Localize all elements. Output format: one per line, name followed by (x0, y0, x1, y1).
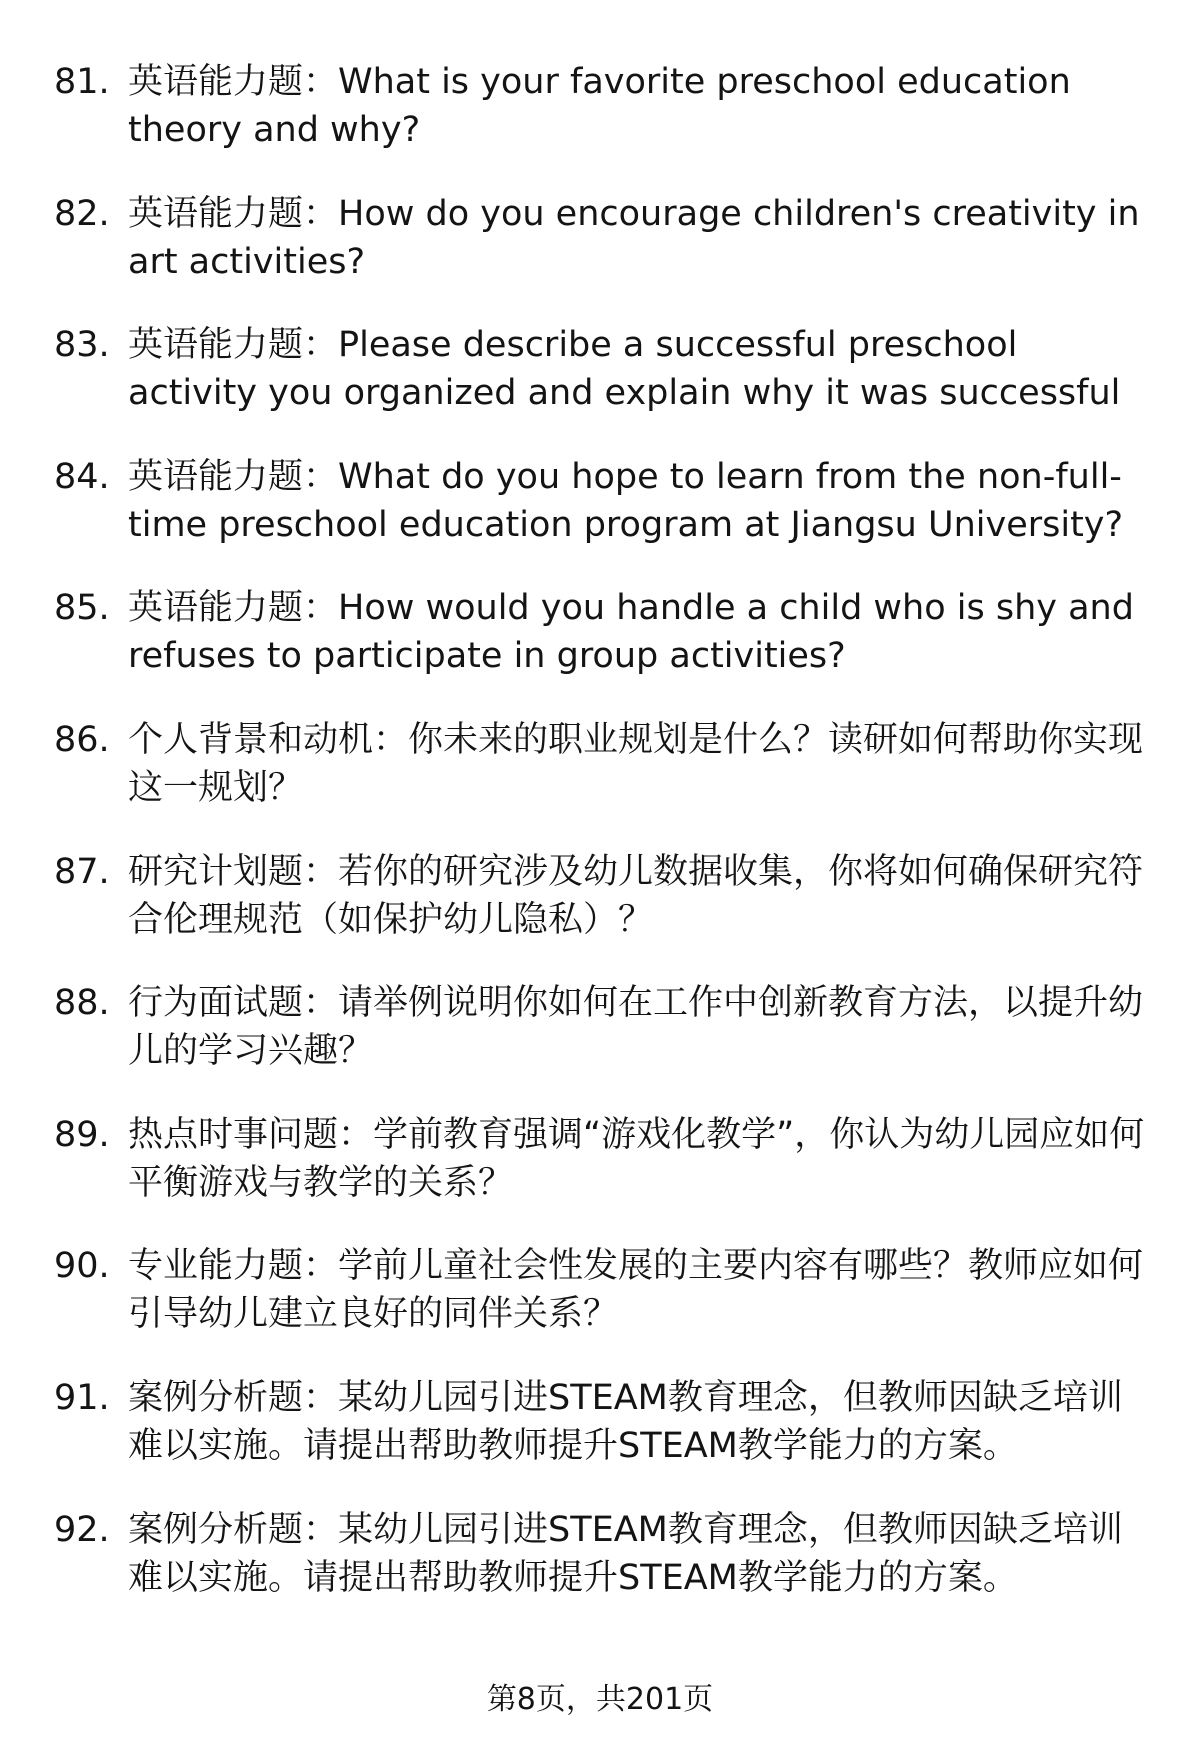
question-number: 85. (54, 588, 110, 629)
question-item (0, 979, 1200, 1111)
question-number: 89. (54, 1114, 110, 1155)
question-item (0, 1111, 1200, 1243)
question-text: 案例分析题：某幼儿园引进STEAM教育理念，但教师因缺乏培训难以实施。请提出帮助教师提升STEAM教学能力的方案。 (128, 1377, 1123, 1466)
question-item (0, 716, 1200, 848)
question-number: 81. (54, 62, 110, 102)
question-text: 专业能力题：学前儿童社会性发展的主要内容有哪些？教师应如何引导幼儿建立良好的同伴关系？ (128, 1246, 1144, 1335)
question-item (0, 58, 1200, 190)
question-number: 87. (54, 851, 110, 892)
question-item (0, 584, 1200, 716)
question-text: 研究计划题：若你的研究涉及幼儿数据收集，你将如何确保研究符合伦理规范（如保护幼儿隐私）？ (128, 851, 1144, 940)
question-text: 个人背景和动机：你未来的职业规划是什么？读研如何帮助你实现这一规划？ (128, 719, 1144, 808)
question-item (0, 1506, 1200, 1638)
question-number: 88. (54, 983, 110, 1024)
page-indicator: 第8页，共201页 (486, 1682, 714, 1717)
question-number: 83. (54, 325, 110, 366)
question-item (0, 848, 1200, 980)
question-text: 英语能力题：How do you encourage children's creativity in art activities? (128, 193, 1140, 282)
question-item (0, 1374, 1200, 1506)
question-text: 案例分析题：某幼儿园引进STEAM教育理念，但教师因缺乏培训难以实施。请提出帮助教师提升STEAM教学能力的方案。 (128, 1509, 1123, 1598)
question-number: 82. (54, 193, 110, 234)
question-text: 英语能力题：What do you hope to learn from the non-full-time preschool education program at Jiangsu University? (128, 456, 1124, 545)
question-text: 英语能力题：What is your favorite preschool education theory and why? (128, 62, 1071, 150)
question-item (0, 453, 1200, 585)
question-item (0, 190, 1200, 322)
question-text: 英语能力题：How would you handle a child who is shy and refuses to participate in group activities? (128, 588, 1134, 677)
question-number: 91. (54, 1377, 110, 1418)
question-text: 英语能力题：Please describe a successful preschool activity you organized and explain why it was successful (128, 325, 1121, 414)
question-list (0, 58, 1200, 1637)
question-text: 热点时事问题：学前教育强调“游戏化教学”，你认为幼儿园应如何平衡游戏与教学的关系？ (128, 1114, 1145, 1203)
question-number: 86. (54, 719, 110, 760)
question-item (0, 321, 1200, 453)
question-item (0, 1242, 1200, 1374)
question-number: 84. (54, 456, 110, 497)
question-text: 行为面试题：请举例说明你如何在工作中创新教育方法，以提升幼儿的学习兴趣？ (128, 983, 1144, 1072)
question-number: 90. (54, 1246, 110, 1287)
question-number: 92. (54, 1509, 110, 1550)
